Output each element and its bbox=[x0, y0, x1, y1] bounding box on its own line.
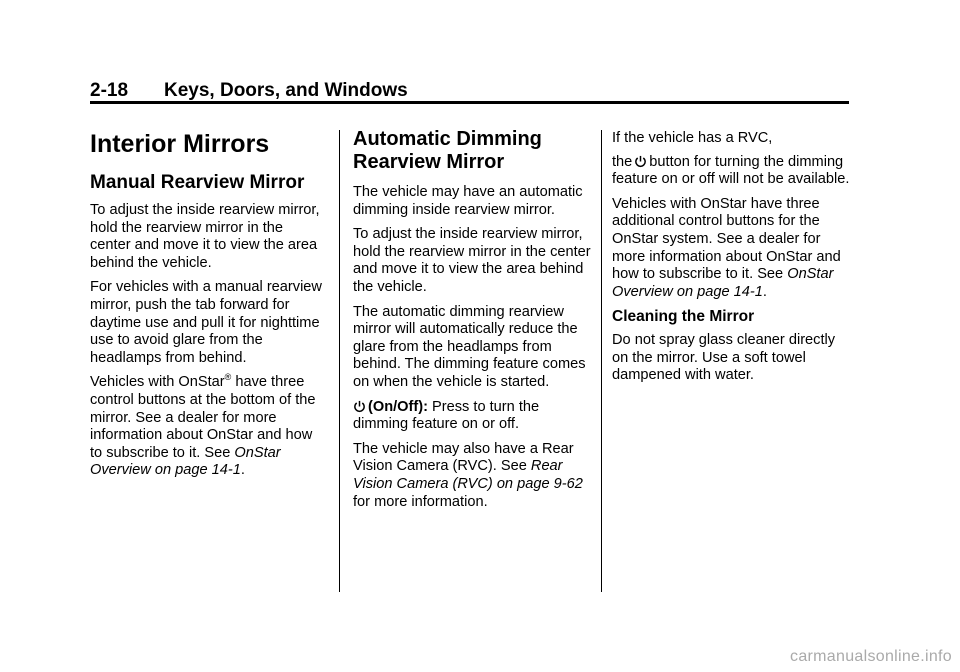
text: Press to turn the dimming feature on or off. bbox=[353, 398, 540, 433]
paragraph bbox=[353, 399, 591, 434]
text: Vehicles with OnStar bbox=[90, 374, 225, 391]
column-1 bbox=[90, 128, 322, 487]
text: have three control buttons at the bottom of the mirror. See a dealer for more information about OnStar and how to subscribe to it. See bbox=[90, 374, 316, 461]
text: for more information. bbox=[353, 493, 488, 510]
text: The vehicle may also have a Rear Vision Camera (RVC). See bbox=[353, 440, 574, 475]
paragraph: To adjust the inside rearview mirror, hold the rearview mirror in the center and move it to view the area behind the vehicle. bbox=[353, 226, 591, 295]
watermark: carmanualsonline.info bbox=[790, 648, 952, 665]
paragraph: To adjust the inside rearview mirror, hold the rearview mirror in the center and move it to view the area behind the vehicle. bbox=[90, 202, 320, 271]
column-2 bbox=[353, 128, 591, 518]
paragraph: Do not spray glass cleaner directly on the mirror. Use a soft towel dampened with water. bbox=[612, 331, 836, 384]
paragraph: The automatic dimming rearview mirror will automatically reduce the glare from the headlamps from behind. The dimming feature comes on when the vehicle is started. bbox=[353, 303, 586, 390]
section-title: Keys, Doors, and Windows bbox=[164, 80, 408, 101]
header-rule bbox=[90, 101, 849, 104]
paragraph: The vehicle may have an automatic dimming inside rearview mirror. bbox=[353, 184, 583, 218]
button-label: (On/Off): bbox=[368, 398, 428, 415]
text: the bbox=[612, 153, 633, 170]
paragraph: For vehicles with a manual rearview mirror, push the tab forward for daytime use and pull it for nighttime use to avoid glare from the headlamps from behind. bbox=[90, 279, 322, 366]
section-heading: Automatic Dimming Rearview Mirror bbox=[353, 128, 542, 173]
page-number: 2-18 bbox=[90, 80, 129, 101]
power-icon bbox=[634, 155, 647, 168]
paragraph bbox=[90, 374, 322, 480]
registered-mark: ® bbox=[224, 372, 232, 383]
paragraph bbox=[353, 441, 591, 511]
cross-reference-link[interactable]: OnStar Overview on page 14-1 bbox=[90, 444, 281, 479]
text: . bbox=[762, 283, 767, 300]
page-title: Interior Mirrors bbox=[90, 130, 270, 158]
paragraph bbox=[612, 196, 852, 302]
paragraph bbox=[612, 130, 852, 189]
text: . bbox=[240, 462, 245, 479]
column-3 bbox=[612, 130, 852, 392]
column-divider bbox=[339, 130, 340, 592]
power-icon bbox=[353, 400, 366, 413]
text: Vehicles with OnStar have three additional control buttons for the OnStar system. See a dealer for more information about OnStar and how to subscribe to it. See bbox=[612, 195, 841, 283]
column-divider bbox=[601, 130, 602, 592]
cross-reference-link[interactable]: OnStar Overview on page 14-1 bbox=[612, 266, 834, 300]
cross-reference-link[interactable]: Rear Vision Camera (RVC) on page 9-62 bbox=[353, 458, 583, 492]
section-heading: Manual Rearview Mirror bbox=[90, 172, 305, 193]
text: If the vehicle has a RVC, bbox=[612, 130, 773, 146]
text: button for turning the dimming feature on or off will not be available. bbox=[612, 153, 850, 188]
page-header bbox=[90, 80, 408, 102]
section-heading: Cleaning the Mirror bbox=[612, 308, 755, 326]
